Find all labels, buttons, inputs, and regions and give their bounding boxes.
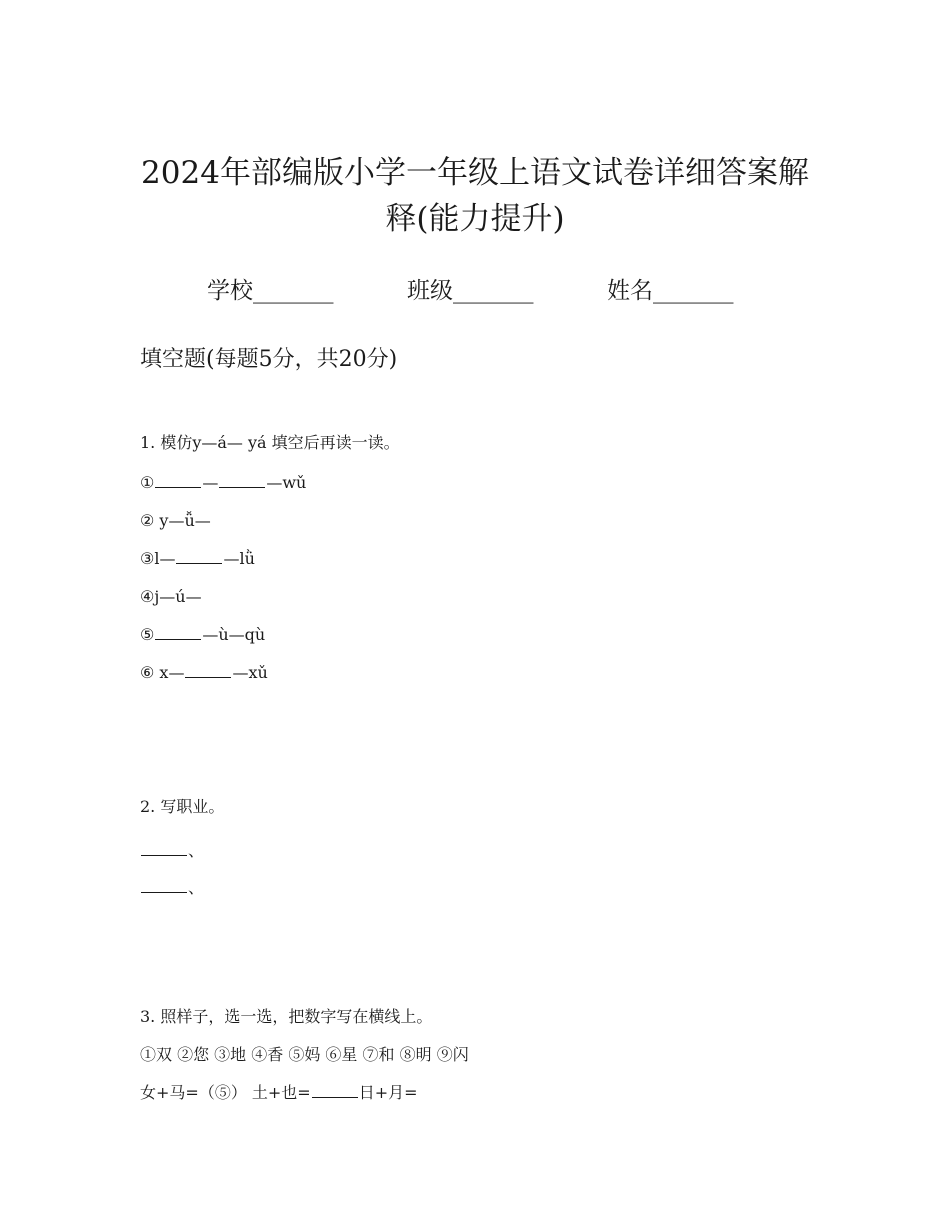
item-text: —xǔ xyxy=(232,663,268,682)
question-1-prompt: 1. 模仿y—á— yá 填空后再读一读。 xyxy=(140,433,400,452)
item-text: ① xyxy=(140,473,155,492)
answer-blank[interactable] xyxy=(155,624,201,640)
item-text: ⑤ xyxy=(140,625,155,644)
question-2-line-1 xyxy=(140,840,204,862)
item-text: ③l— xyxy=(140,549,176,568)
question-3-example xyxy=(140,1082,418,1104)
question-2-line-2 xyxy=(140,877,204,899)
question-1-item-6 xyxy=(140,662,268,684)
name-field: 姓名_______ xyxy=(607,278,734,304)
separator: 、 xyxy=(188,878,205,897)
answer-blank[interactable] xyxy=(185,662,231,678)
answer-blank[interactable] xyxy=(141,840,187,856)
document-title xyxy=(0,150,950,242)
item-text: —lǜ xyxy=(223,549,255,568)
title-line-1: 2024年部编版小学一年级上语文试卷详细答案解 xyxy=(141,155,809,191)
answer-blank[interactable] xyxy=(141,877,187,893)
question-2-prompt: 2. 写职业。 xyxy=(140,797,225,816)
item-text: ② y—ǚ— xyxy=(140,511,211,530)
item-text: ④j—ú— xyxy=(140,587,202,606)
item-text: ⑥ x— xyxy=(140,663,185,682)
question-3-prompt: 3. 照样子，选一选，把数字写在横线上。 xyxy=(140,1007,433,1026)
separator: 、 xyxy=(188,841,205,860)
question-1-item-4 xyxy=(140,586,202,608)
class-field: 班级_______ xyxy=(407,278,534,304)
answer-blank[interactable] xyxy=(155,472,201,488)
question-1-item-1 xyxy=(140,472,306,494)
question-3-options: ①双 ②您 ③地 ④香 ⑤妈 ⑥星 ⑦和 ⑧明 ⑨闪 xyxy=(140,1045,469,1064)
example-text: 日+月= xyxy=(358,1083,418,1102)
question-1-item-3 xyxy=(140,548,255,570)
title-line-2: 释(能力提升) xyxy=(385,201,565,237)
question-1-item-5 xyxy=(140,624,265,646)
school-field: 学校_______ xyxy=(207,278,334,304)
example-text: 女+马=（⑤） 土+也= xyxy=(140,1083,311,1102)
answer-blank[interactable] xyxy=(219,472,265,488)
section-title: 填空题(每题5分，共20分) xyxy=(140,347,398,372)
question-1-item-2 xyxy=(140,510,211,532)
answer-blank[interactable] xyxy=(312,1082,358,1098)
answer-blank[interactable] xyxy=(176,548,222,564)
item-text: —wǔ xyxy=(266,473,307,492)
item-text: — xyxy=(202,473,219,492)
item-text: —ù—qù xyxy=(202,625,266,644)
